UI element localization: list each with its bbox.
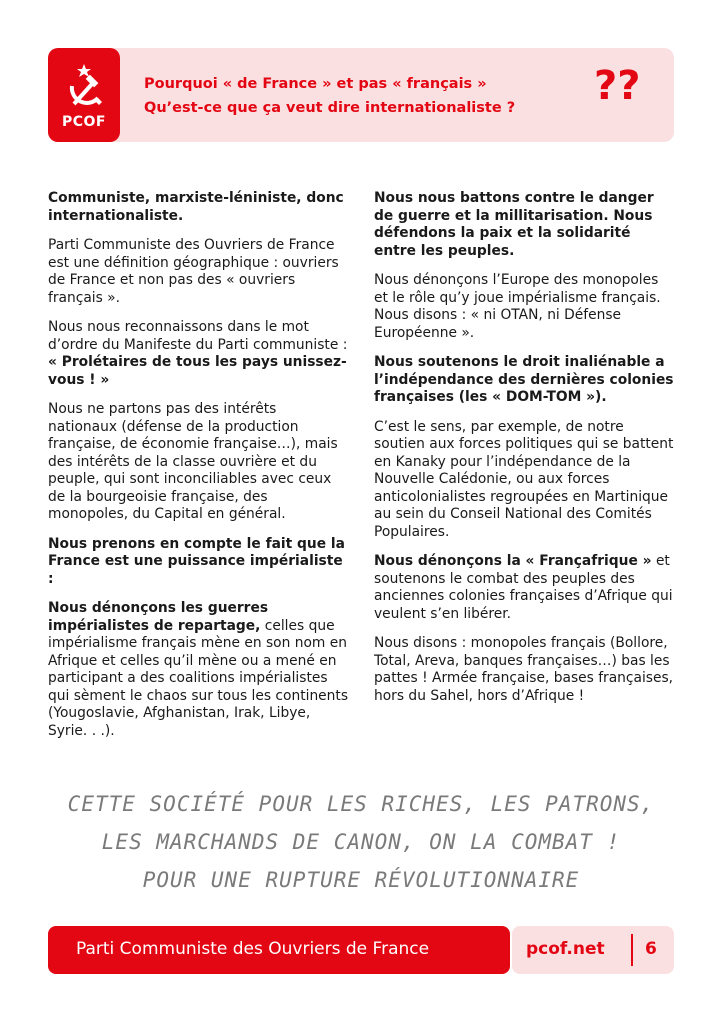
- left-column: [48, 190, 348, 752]
- left-paragraph-6: [48, 600, 348, 740]
- question-marks: ??: [594, 63, 641, 109]
- left-paragraph-4: Nous ne partons pas des intérêts nationaux (défense de la production française, de économie française…), mais des intérêts de la classe ouvrière et du peuple, qui sont inconciliables avec ceux de la bourgeoisie française, des monopoles, du Capital en général.: [48, 401, 338, 522]
- left-paragraph-2: Parti Communiste des Ouvriers de France est une définition géographique : ouvriers de France et non pas des « ouvriers français ».: [48, 237, 339, 306]
- right-paragraph-5-bold: Nous dénonçons la « Françafrique »: [374, 553, 652, 569]
- footer-party-banner: [48, 926, 510, 974]
- slogan-line-3: POUR UNE RUPTURE RÉVOLUTIONNAIRE: [142, 868, 580, 892]
- left-paragraph-3: [48, 319, 348, 389]
- footer-divider: [631, 934, 633, 966]
- right-paragraph-3: Nous soutenons le droit inaliénable a l’indépendance des dernières colonies françaises (les « DOM-TOM »).: [374, 354, 674, 405]
- left-paragraph-6-text: celles que impérialisme français mène en son nom en Afrique et celles qu’il mène ou a mené en participant a des coalitions impérialistes qui sèment le chaos sur tous les continents (Yougoslavie, Afghanistan, Irak, Libye, Syrie. . .).: [48, 617, 349, 739]
- footer-site-box: [512, 926, 674, 974]
- right-paragraph-1: Nous nous battons contre le danger de guerre et la millitarisation. Nous défendons la paix et la solidarité entre les peuples.: [374, 190, 654, 259]
- slogan-line-2: LES MARCHANDS DE CANON, ON LA COMBAT !: [101, 830, 621, 854]
- header-question-1: Pourquoi « de France » et pas « français »: [144, 76, 487, 92]
- left-paragraph-3-text: Nous nous reconnaissons dans le mot d’ordre du Manifeste du Parti communiste :: [48, 319, 348, 353]
- header-question-2: Qu’est-ce que ça veut dire internationaliste ?: [144, 100, 516, 116]
- logo-label: PCOF: [62, 114, 106, 130]
- right-column: [374, 190, 674, 717]
- pcof-logo: [48, 48, 120, 142]
- right-paragraph-6: Nous disons : monopoles français (Bollore, Total, Areva, banques françaises…) bas les pattes ! Armée française, bases françaises, hors du Sahel, hors d’Afrique !: [374, 635, 674, 704]
- header-banner: [48, 48, 674, 142]
- right-paragraph-5: [374, 553, 674, 623]
- hammer-sickle-star-icon: [62, 64, 106, 110]
- right-paragraph-5-text: et soutenons le combat des peuples des anciennes colonies françaises d’Afrique qui veulent s’en libérer.: [374, 553, 673, 622]
- left-paragraph-1: Communiste, marxiste-léniniste, donc internationaliste.: [48, 190, 344, 224]
- right-paragraph-4: C’est le sens, par exemple, de notre soutien aux forces politiques qui se battent en Kanaky pour l’indépendance de la Nouvelle Calédonie, ou aux forces anticolonialistes regroupées en Martinique au sein du Conseil National des Comités Populaires.: [374, 418, 674, 540]
- footer-party-name: Parti Communiste des Ouvriers de France: [76, 939, 430, 959]
- left-paragraph-6-bold: Nous dénonçons les guerres impérialistes de repartage,: [48, 600, 269, 634]
- right-paragraph-2: Nous dénonçons l’Europe des monopoles et le rôle qu’y joue impérialisme français. Nous disons : « ni OTAN, ni Défense Européenne ».: [374, 272, 661, 341]
- slogan-line-1: CETTE SOCIÉTÉ POUR LES RICHES, LES PATRONS,: [67, 792, 655, 816]
- website-link[interactable]: pcof.net: [526, 939, 605, 959]
- left-paragraph-3-bold: « Prolétaires de tous les pays unissez-vous ! »: [48, 354, 347, 388]
- page-number: 6: [645, 939, 657, 959]
- left-paragraph-5: Nous prenons en compte le fait que la France est une puissance impérialiste :: [48, 535, 345, 587]
